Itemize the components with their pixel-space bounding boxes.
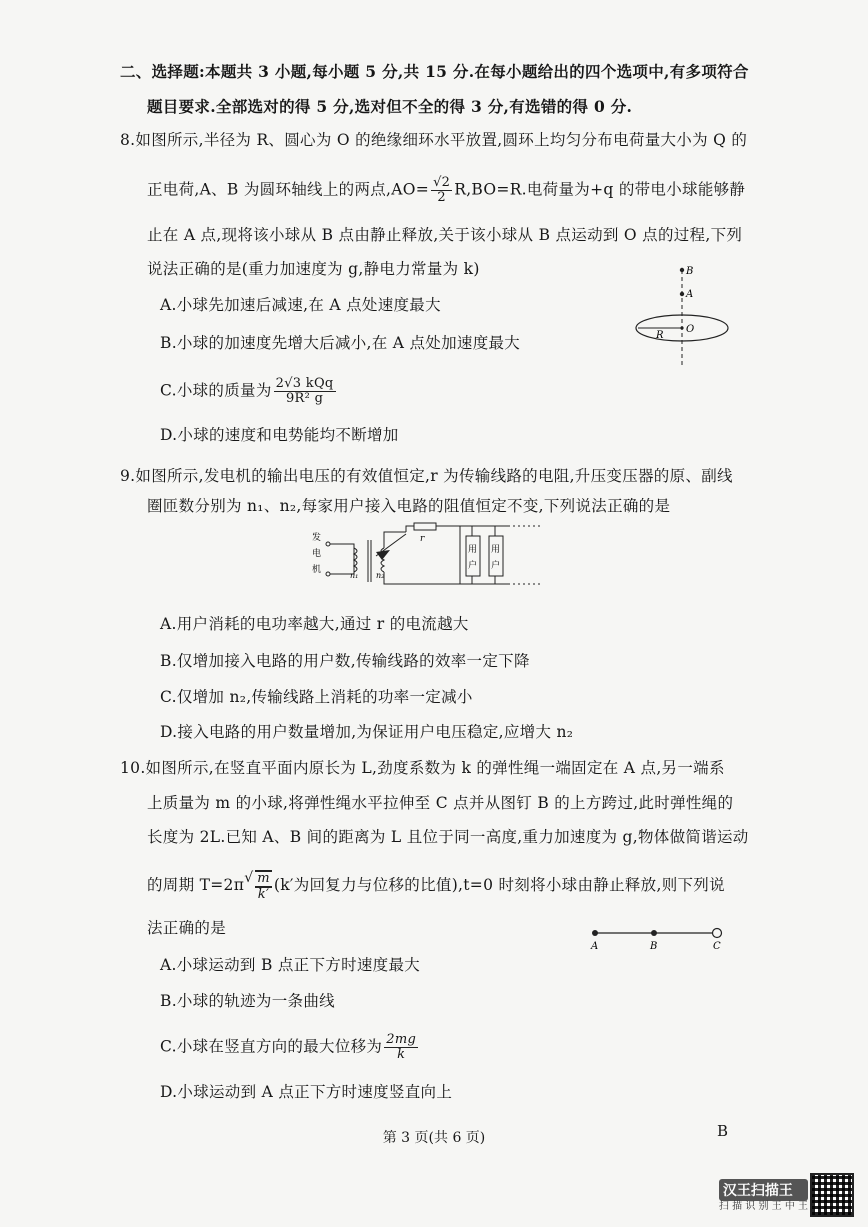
q8-stem-line4: 说法正确的是(重力加速度为 g,静电力常量为 k) — [147, 260, 480, 278]
fig9-label-r: r — [420, 534, 425, 544]
fig8-label-a: A — [686, 289, 694, 300]
q9-stem-line1: 9.如图所示,发电机的输出电压的有效值恒定,r 为传输线路的电阻,升压变压器的原、副线 — [120, 467, 733, 485]
q10-option-c-fraction — [384, 1033, 418, 1062]
fig8-label-b: B — [686, 266, 694, 277]
scanner-subtitle: 扫 描 识 别 王 中 王 — [718, 1201, 808, 1212]
fig9-user2: 用 — [491, 545, 501, 555]
section-heading-line1: 二、选择题:本题共 3 小题,每小题 5 分,共 15 分.在每小题给出的四个选项中,有多项符合 — [120, 62, 749, 81]
fig9-label-n2: n₂ — [376, 571, 385, 580]
fig9-gen-1: 发 — [312, 533, 322, 543]
q8-fraction — [431, 176, 452, 205]
fig10-label-b: B — [650, 941, 658, 952]
fig9-user1b: 户 — [468, 561, 478, 571]
q10-option-c — [160, 1033, 420, 1062]
q8-option-c-den: 9R² g — [285, 391, 324, 406]
fig9-gen-3: 机 — [312, 565, 322, 575]
q8-option-c-fraction — [274, 377, 336, 406]
q9-figure-circuit — [310, 522, 570, 600]
q10-sqrt — [244, 870, 274, 902]
q8-stem-line3: 止在 A 点,现将该小球从 B 点由静止释放,关于该小球从 B 点运动到 O 点的过程,下列 — [147, 226, 743, 244]
q8-figure-ring — [630, 262, 740, 374]
fig10-label-c: C — [713, 941, 721, 952]
q9-option-d: D.接入电路的用户数量增加,为保证用户电压稳定,应增大 n₂ — [160, 723, 574, 741]
q10-stem-line4 — [147, 870, 725, 902]
fig9-gen-2: 电 — [312, 549, 322, 559]
q8-option-c-label: C.小球的质量为 — [160, 381, 272, 400]
q10-option-d: D.小球运动到 A 点正下方时速度竖直向上 — [160, 1083, 453, 1101]
q10-option-b: B.小球的轨迹为一条曲线 — [160, 992, 335, 1010]
q10-frac-num: √ m — [257, 871, 270, 886]
q8-option-d: D.小球的速度和电势能均不断增加 — [160, 426, 399, 444]
q8-stem-line1: 8.如图所示,半径为 R、圆心为 O 的绝缘细环水平放置,圆环上均匀分布电荷量大小为 Q 的 — [120, 131, 748, 149]
q10-option-c-label: C.小球在竖直方向的最大位移为 — [160, 1037, 383, 1056]
q10-sqrt-frac — [255, 870, 272, 902]
q8-frac-den: 2 — [437, 190, 446, 205]
q8-stem-line2b: R,BO=R.电荷量为+q 的带电小球能够静 — [454, 180, 746, 199]
page-number: 第 3 页(共 6 页) — [382, 1130, 486, 1146]
q8-option-c-num: 2√3 kQq — [275, 376, 334, 391]
q10-option-c-num: 2mg — [386, 1032, 417, 1047]
q10-frac-den: k′ — [255, 887, 272, 902]
fig9-user1: 用 — [468, 545, 478, 555]
fig9-label-n1: n₁ — [350, 571, 359, 580]
fig10-label-a: A — [591, 941, 599, 952]
scanner-watermark — [719, 1179, 808, 1213]
qr-code-icon — [810, 1173, 854, 1217]
q10-stem-line5: 法正确的是 — [147, 919, 227, 937]
q8-stem-line2a: 正电荷,A、B 为圆环轴线上的两点,AO= — [147, 180, 430, 199]
fig8-label-r: R — [656, 330, 664, 341]
q8-option-b: B.小球的加速度先增大后减小,在 A 点处加速度最大 — [160, 334, 521, 352]
q9-option-c: C.仅增加 n₂,传输线路上消耗的功率一定减小 — [160, 688, 473, 706]
q9-option-b: B.仅增加接入电路的用户数,传输线路的效率一定下降 — [160, 652, 530, 670]
q8-frac-num: √2 — [433, 175, 451, 190]
scanner-logo: 汉王扫描王 — [719, 1179, 808, 1201]
q10-stem-line3: 长度为 2L.已知 A、B 间的距离为 L 且位于同一高度,重力加速度为 g,物体做简谐运动 — [147, 828, 749, 846]
q10-period-formula: 的周期 T=2π — [147, 876, 245, 894]
q10-figure-rope — [585, 920, 730, 956]
paper-version-mark: B — [716, 1122, 728, 1140]
section-heading-line2: 题目要求.全部选对的得 5 分,选对但不全的得 3 分,有选错的得 0 分. — [147, 97, 633, 116]
q10-stem-line1: 10.如图所示,在竖直平面内原长为 L,劲度系数为 k 的弹性绳一端固定在 A 点,另一端系 — [120, 759, 725, 777]
q10-option-c-den: k — [397, 1047, 406, 1062]
q10-stem-line2: 上质量为 m 的小球,将弹性绳水平拉伸至 C 点并从图钉 B 的上方跨过,此时弹性绳的 — [147, 794, 734, 812]
q8-stem-line2 — [147, 176, 745, 205]
q8-option-c — [160, 377, 338, 406]
fig8-label-o: O — [686, 324, 695, 335]
q10-stem-line4b: (k′为回复力与位移的比值),t=0 时刻将小球由静止释放,则下列说 — [273, 876, 725, 894]
fig9-user2b: 户 — [491, 561, 501, 571]
q9-option-a: A.用户消耗的电功率越大,通过 r 的电流越大 — [160, 615, 469, 633]
q9-stem-line2: 圈匝数分别为 n₁、n₂,每家用户接入电路的阻值恒定不变,下列说法正确的是 — [147, 497, 671, 515]
q8-option-a: A.小球先加速后减速,在 A 点处速度最大 — [160, 296, 441, 314]
q10-option-a: A.小球运动到 B 点正下方时速度最大 — [160, 956, 421, 974]
